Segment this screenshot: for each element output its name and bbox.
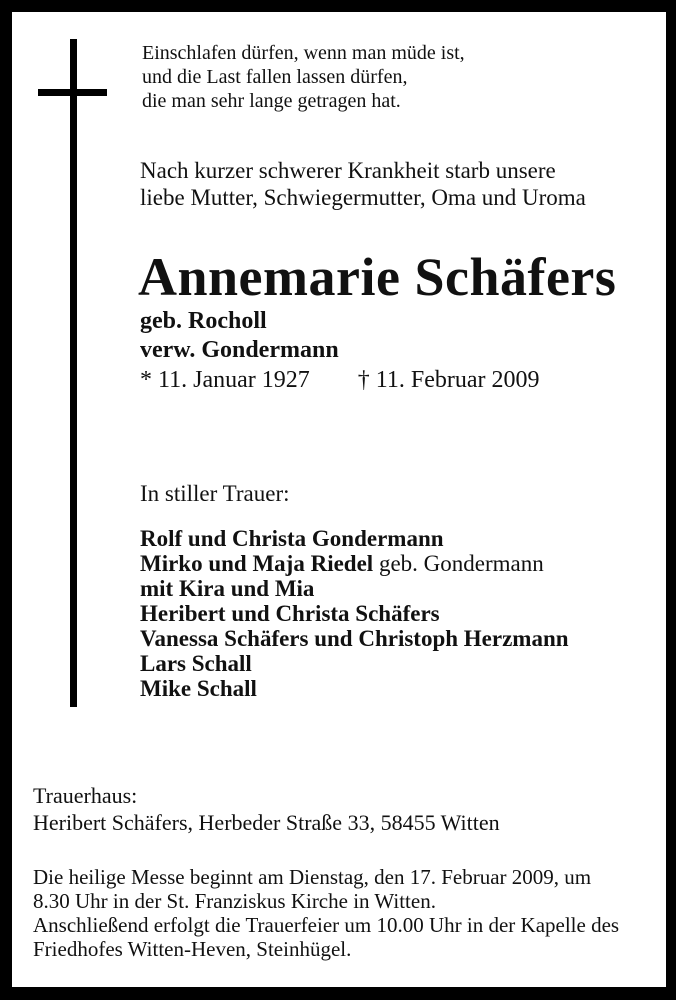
mourner-name: Mirko und Maja Riedel [140,551,374,576]
mourner-row [140,526,569,551]
death-announcement-text [140,157,586,211]
announcement-line: Nach kurzer schwerer Krankheit starb unsere [140,158,556,183]
deceased-name: Annemarie Schäfers [138,247,617,307]
service-line: 8.30 Uhr in der St. Franziskus Kirche in Witten. [33,889,436,913]
verse-line: die man sehr lange getragen hat. [142,90,401,112]
mourner-row [140,676,569,701]
mourner-row [140,601,569,626]
mourner-name: Mike Schall [140,676,257,701]
life-dates [140,366,540,394]
mourners-list [140,526,569,701]
mourning-label: In stiller Trauer: [140,481,290,506]
birth-date: * 11. Januar 1927 [140,367,310,393]
mourner-row [140,551,569,576]
mourner-name: mit Kira und Mia [140,576,315,601]
cross-horizontal-bar [38,89,107,96]
cross-vertical-bar [70,39,77,707]
service-line: Friedhofes Witten-Heven, Steinhügel. [33,937,352,961]
mourner-row [140,576,569,601]
mourner-name: Rolf und Christa Gondermann [140,526,444,551]
mourner-row [140,651,569,676]
service-line: Die heilige Messe beginnt am Dienstag, den 17. Februar 2009, um [33,865,592,889]
mourner-suffix: geb. Gondermann [373,551,544,576]
funeral-service-info [33,865,619,961]
death-date: † 11. Februar 2009 [357,367,540,393]
announcement-line: liebe Mutter, Schwiegermutter, Oma und Uroma [140,185,586,210]
birth-name: geb. Rocholl [140,308,267,334]
verse-line: und die Last fallen lassen dürfen, [142,66,408,88]
verse-line: Einschlafen dürfen, wenn man müde ist, [142,42,465,64]
memorial-verse [142,41,465,113]
mourner-name: Vanessa Schäfers und Christoph Herzmann [140,626,569,651]
trauerhaus-address: Heribert Schäfers, Herbeder Straße 33, 58455 Witten [33,810,500,835]
service-line: Anschließend erfolgt die Trauerfeier um 10.00 Uhr in der Kapelle des [33,913,620,937]
trauerhaus-label: Trauerhaus: [33,783,138,808]
trauerhaus-block [33,782,500,836]
mourner-name: Lars Schall [140,651,252,676]
former-names [140,307,339,365]
mourner-name: Heribert und Christa Schäfers [140,601,440,626]
widowed-name: verw. Gondermann [140,337,339,363]
mourner-row [140,626,569,651]
